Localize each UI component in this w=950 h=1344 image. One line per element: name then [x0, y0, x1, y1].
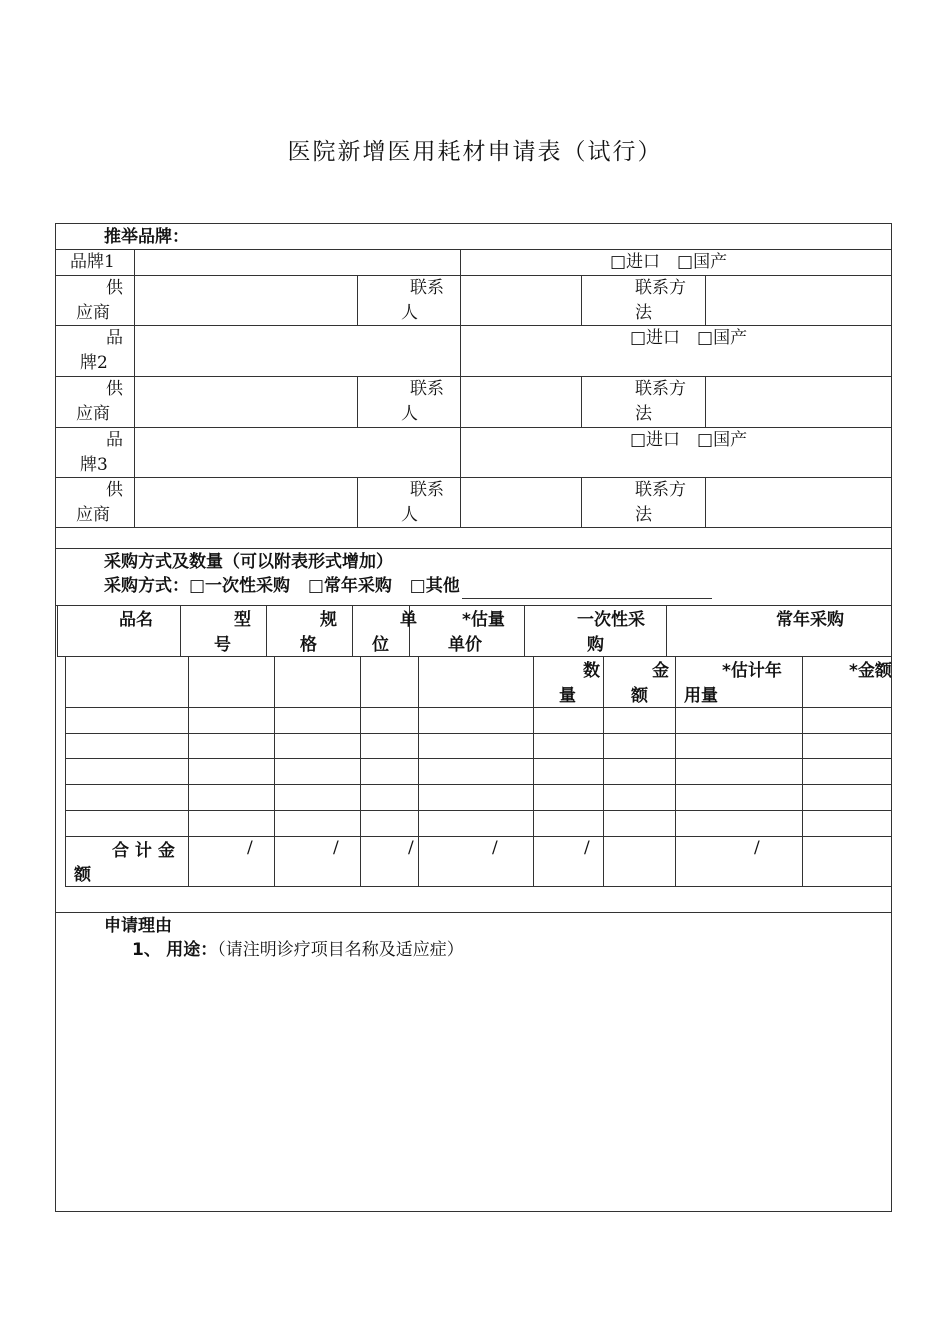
col-spec-a: 规	[320, 610, 337, 630]
col-amt-a: 金	[652, 661, 669, 681]
option-once-checkbox[interactable]: □一次性采购	[189, 576, 291, 596]
reason-input-area[interactable]	[60, 966, 886, 1206]
col-once-a: 一次性采	[577, 610, 645, 630]
table-row	[65, 758, 891, 759]
col-price-a: *估量	[462, 610, 505, 630]
supplier-1-label-a: 供	[106, 278, 123, 298]
option-other-checkbox[interactable]: □其他	[409, 576, 460, 596]
supplier-2-label-b: 应商	[76, 404, 110, 424]
col-annual-a: *估计年	[722, 661, 782, 681]
contact-person-1-label-b: 人	[401, 303, 418, 323]
col-model-a: 型	[234, 610, 251, 630]
brand-3-origin-options[interactable]: □进口 □国产	[630, 430, 748, 450]
col-qty-a: 数	[583, 661, 600, 681]
table-row	[65, 707, 891, 708]
reason-item-usage	[132, 938, 464, 963]
col-model-b: 号	[214, 635, 231, 655]
procurement-method-row	[104, 574, 712, 599]
table-row	[65, 810, 891, 811]
contact-method-3-label-a: 联系方	[635, 480, 686, 500]
table-row	[65, 733, 891, 734]
recommend-brand-label: 推举品牌：	[104, 227, 189, 247]
col-unit-b: 位	[372, 635, 389, 655]
contact-person-3-label-b: 人	[401, 505, 418, 525]
col-once-b: 购	[587, 635, 604, 655]
frame-right	[891, 223, 892, 1212]
total-label-b: 额	[74, 865, 91, 885]
option-other-input[interactable]	[462, 578, 712, 599]
col-regular: 常年采购	[776, 610, 844, 630]
supplier-3-label-b: 应商	[76, 505, 110, 525]
page-title: 医院新增医用耗材申请表（试行）	[287, 139, 663, 165]
contact-person-2-label-b: 人	[401, 404, 418, 424]
contact-person-1-label-a: 联系	[410, 278, 444, 298]
supplier-3-label-a: 供	[106, 480, 123, 500]
reason-item-hint: （请注明诊疗项目名称及适应症）	[217, 940, 464, 960]
col-total-amount: *金额	[849, 661, 892, 681]
procurement-method-label: 采购方式：	[104, 576, 189, 596]
contact-method-1-label-a: 联系方	[635, 278, 686, 298]
contact-method-2-label-a: 联系方	[635, 379, 686, 399]
frame-bottom	[55, 1211, 892, 1212]
total-slash-price: /	[492, 838, 498, 858]
contact-method-2-label-b: 法	[635, 404, 652, 424]
contact-method-1-label-b: 法	[635, 303, 652, 323]
reason-item-label: 用途：	[166, 940, 218, 960]
brand-1-origin-options[interactable]: □进口 □国产	[610, 252, 728, 272]
supplier-1-label-b: 应商	[76, 303, 110, 323]
total-slash-annual: /	[754, 838, 760, 858]
brand-2-origin-options[interactable]: □进口 □国产	[630, 328, 748, 348]
brand-3-label-b: 牌3	[80, 455, 108, 475]
col-annual-b: 用量	[684, 686, 718, 706]
reason-item-number: 1、	[132, 940, 161, 960]
frame-top	[55, 223, 892, 224]
col-amt-b: 额	[631, 686, 648, 706]
reason-heading: 申请理由	[104, 916, 172, 936]
col-unit-a: 单	[400, 610, 417, 630]
procurement-heading: 采购方式及数量（可以附表形式增加）	[104, 552, 393, 572]
brand-3-label-a: 品	[106, 430, 123, 450]
table-row	[65, 836, 891, 837]
col-qty-b: 量	[559, 686, 576, 706]
contact-person-2-label-a: 联系	[410, 379, 444, 399]
frame-left	[55, 223, 56, 1212]
col-spec-b: 格	[300, 635, 317, 655]
col-price-b: 单价	[448, 635, 482, 655]
total-slash-qty: /	[584, 838, 590, 858]
brand-2-label-b: 牌2	[80, 353, 108, 373]
col-name: 品名	[119, 610, 153, 630]
brand-1-label: 品牌1	[70, 252, 115, 272]
contact-method-3-label-b: 法	[635, 505, 652, 525]
total-slash-unit: /	[408, 838, 414, 858]
table-row	[65, 784, 891, 785]
supplier-2-label-a: 供	[106, 379, 123, 399]
total-label-a: 合 计 金	[112, 841, 175, 861]
brand-2-label-a: 品	[106, 328, 123, 348]
total-slash-model: /	[247, 838, 253, 858]
contact-person-3-label-a: 联系	[410, 480, 444, 500]
total-slash-spec: /	[333, 838, 339, 858]
option-regular-checkbox[interactable]: □常年采购	[307, 576, 392, 596]
